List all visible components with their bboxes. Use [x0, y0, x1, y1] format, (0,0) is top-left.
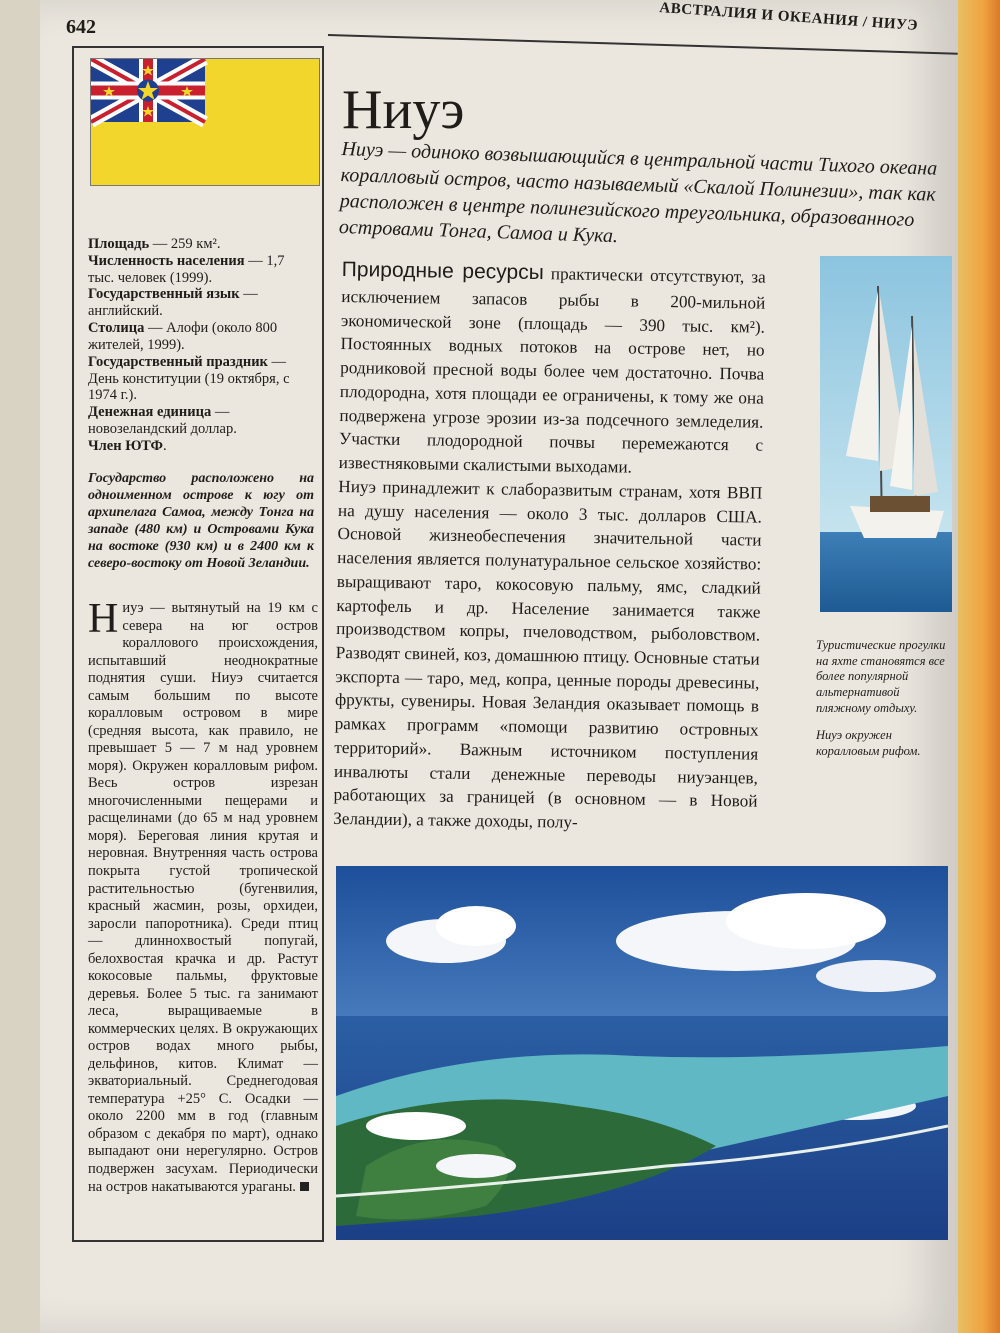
fact-text: — 259 км².: [149, 236, 221, 252]
fact-term: Государственный язык: [88, 286, 240, 303]
fact-population: [88, 253, 314, 287]
fact-text: — День конституции (19 октября, с 1974 г.).: [88, 353, 290, 404]
facts-list: [88, 236, 314, 455]
resources-paragraph: [339, 256, 766, 481]
page-edge: [958, 0, 1000, 1333]
section-heading: Природные ресурсы: [341, 257, 544, 285]
fact-term: Государственный праздник: [88, 353, 268, 370]
coral-atoll-photo: [336, 866, 948, 1240]
niue-flag-icon: [90, 58, 320, 186]
location-note: Государство расположено на одноименном острове к югу от архипелага Самоа, между Тонга на западе (480 км) и Островами Кука на востоке (930 км) и в 2400 км к северо-востоку от Новой Зеландии.: [88, 471, 314, 572]
fact-text: — новозеландский доллар.: [88, 404, 237, 437]
fact-currency: [88, 404, 314, 438]
fact-term: Член ЮТФ: [88, 437, 163, 454]
page-number: 642: [66, 16, 96, 38]
fact-term: Численность населения: [88, 252, 245, 269]
fact-term: Денежная единица: [88, 404, 212, 421]
fact-language: [88, 286, 314, 320]
lead-paragraph: Ниуэ — одиноко возвышающийся в центральной части Тихого океана коралловый остров, часто называемый «Скалой Полинезии», так как расположен в центре полинезийского треугольника, образованного островами Тонга, Самоа и Кука.: [338, 137, 938, 248]
resources-text: практически отсутствуют, за исключением запасов рыбы в 200-мильной экономической зоне (площадь — 390 тыс. км²). Постоянных водных потоков на острове нет, но родниковой пресной воды более чем достаточно. Почва плодородна, хотя площади ее ограничены, к тому же она подвержена угрозе эрозии из-за подсечного земледелия. Участки плодородной почвы перемежаются с известняковыми скалистыми выходами.: [338, 264, 766, 477]
caption-yacht: Туристические прогулки на яхте становятся все более популярной альтернативой пляжному отдыху.: [816, 638, 946, 715]
sailing-yacht-photo: [820, 256, 952, 612]
article-title: Ниуэ: [342, 78, 465, 141]
main-text: [333, 256, 766, 837]
photo-captions: [816, 638, 956, 771]
fact-text: — английский.: [88, 286, 258, 320]
fact-capital: [88, 320, 314, 354]
fact-text: — Алофи (около 800 жителей, 1999).: [88, 320, 278, 353]
running-header: АВСТРАЛИЯ И ОКЕАНИЯ / НИУЭ: [658, 0, 919, 35]
drop-cap: Н: [88, 596, 119, 642]
end-mark-icon: [300, 1182, 309, 1191]
fact-term: Площадь: [88, 236, 150, 252]
fact-text: — 1,7 тыс. человек (1999).: [88, 252, 285, 286]
island-description: [88, 596, 318, 1196]
fact-text: .: [162, 437, 167, 454]
fact-holiday: [88, 354, 314, 404]
caption-reef: Ниуэ окружен коралловым рифом.: [816, 728, 921, 758]
description-text: иуэ — вытянутый на 19 км с севера на юг остров кораллового происхождения, испытавший неоднократные поднятия суши. Ниуэ считается самым большим по высоте коралловым островом в мире (средняя высота, как правило, не превышает 5 — 7 м над уровнем моря). Окружен коралловым рифом. Весь остров изрезан многочисленными пещерами и расщелинами (до 65 м над уровнем моря). Береговая линия крутая и неровная. Внутренняя часть острова покрыта густой тропической растительностью (бугенвилия, красный жасмин, розы, орхидеи, заросли папоротника). Среди птиц — длиннохвостый попугай, белохвостая крачка и др. Растут кокосовые пальмы, фруктовые деревья. Более 5 тыс. га занимают леса, выращиваемые в коммерческих целях. В окружающих остров водах много рыбы, дельфинов, китов. Климат — экваториальный. Среднегодовая температура +25° С. Осадки — около 2200 мм в год (главным образом с декабря по март), однако выпадают они нерегулярно. Остров подвержен засухам. Периодически на остров накатываются ураганы.: [88, 600, 318, 1195]
fact-term: Столица: [88, 320, 145, 337]
fact-area: [88, 236, 314, 253]
fact-membership: [88, 438, 314, 455]
economy-paragraph: Ниуэ принадлежит к слаборазвитым странам, хотя ВВП на душу населения — около 3 тыс. долларов США. Основой жизнеобеспечения значительной части населения является полунатуральное сельское хозяйство: выращивают таро, кокосовую пальму, ямс, сладкий картофель и др. Население занимается также производством копры, пчеловодством, рыболовством. Разводят свиней, коз, домашнюю птицу. Основные статьи экспорта — таро, мед, копра, ценные породы древесины, фрукты, сувениры. Новая Зеландия оказывает помощь в рамках программ «помощи развитию островных территорий». Важным источником поступления инвалюты стали денежные переводы ниуэанцев, работающих за границей (в основном — в Новой Зеландии), а также доходы, полу-: [333, 476, 763, 832]
